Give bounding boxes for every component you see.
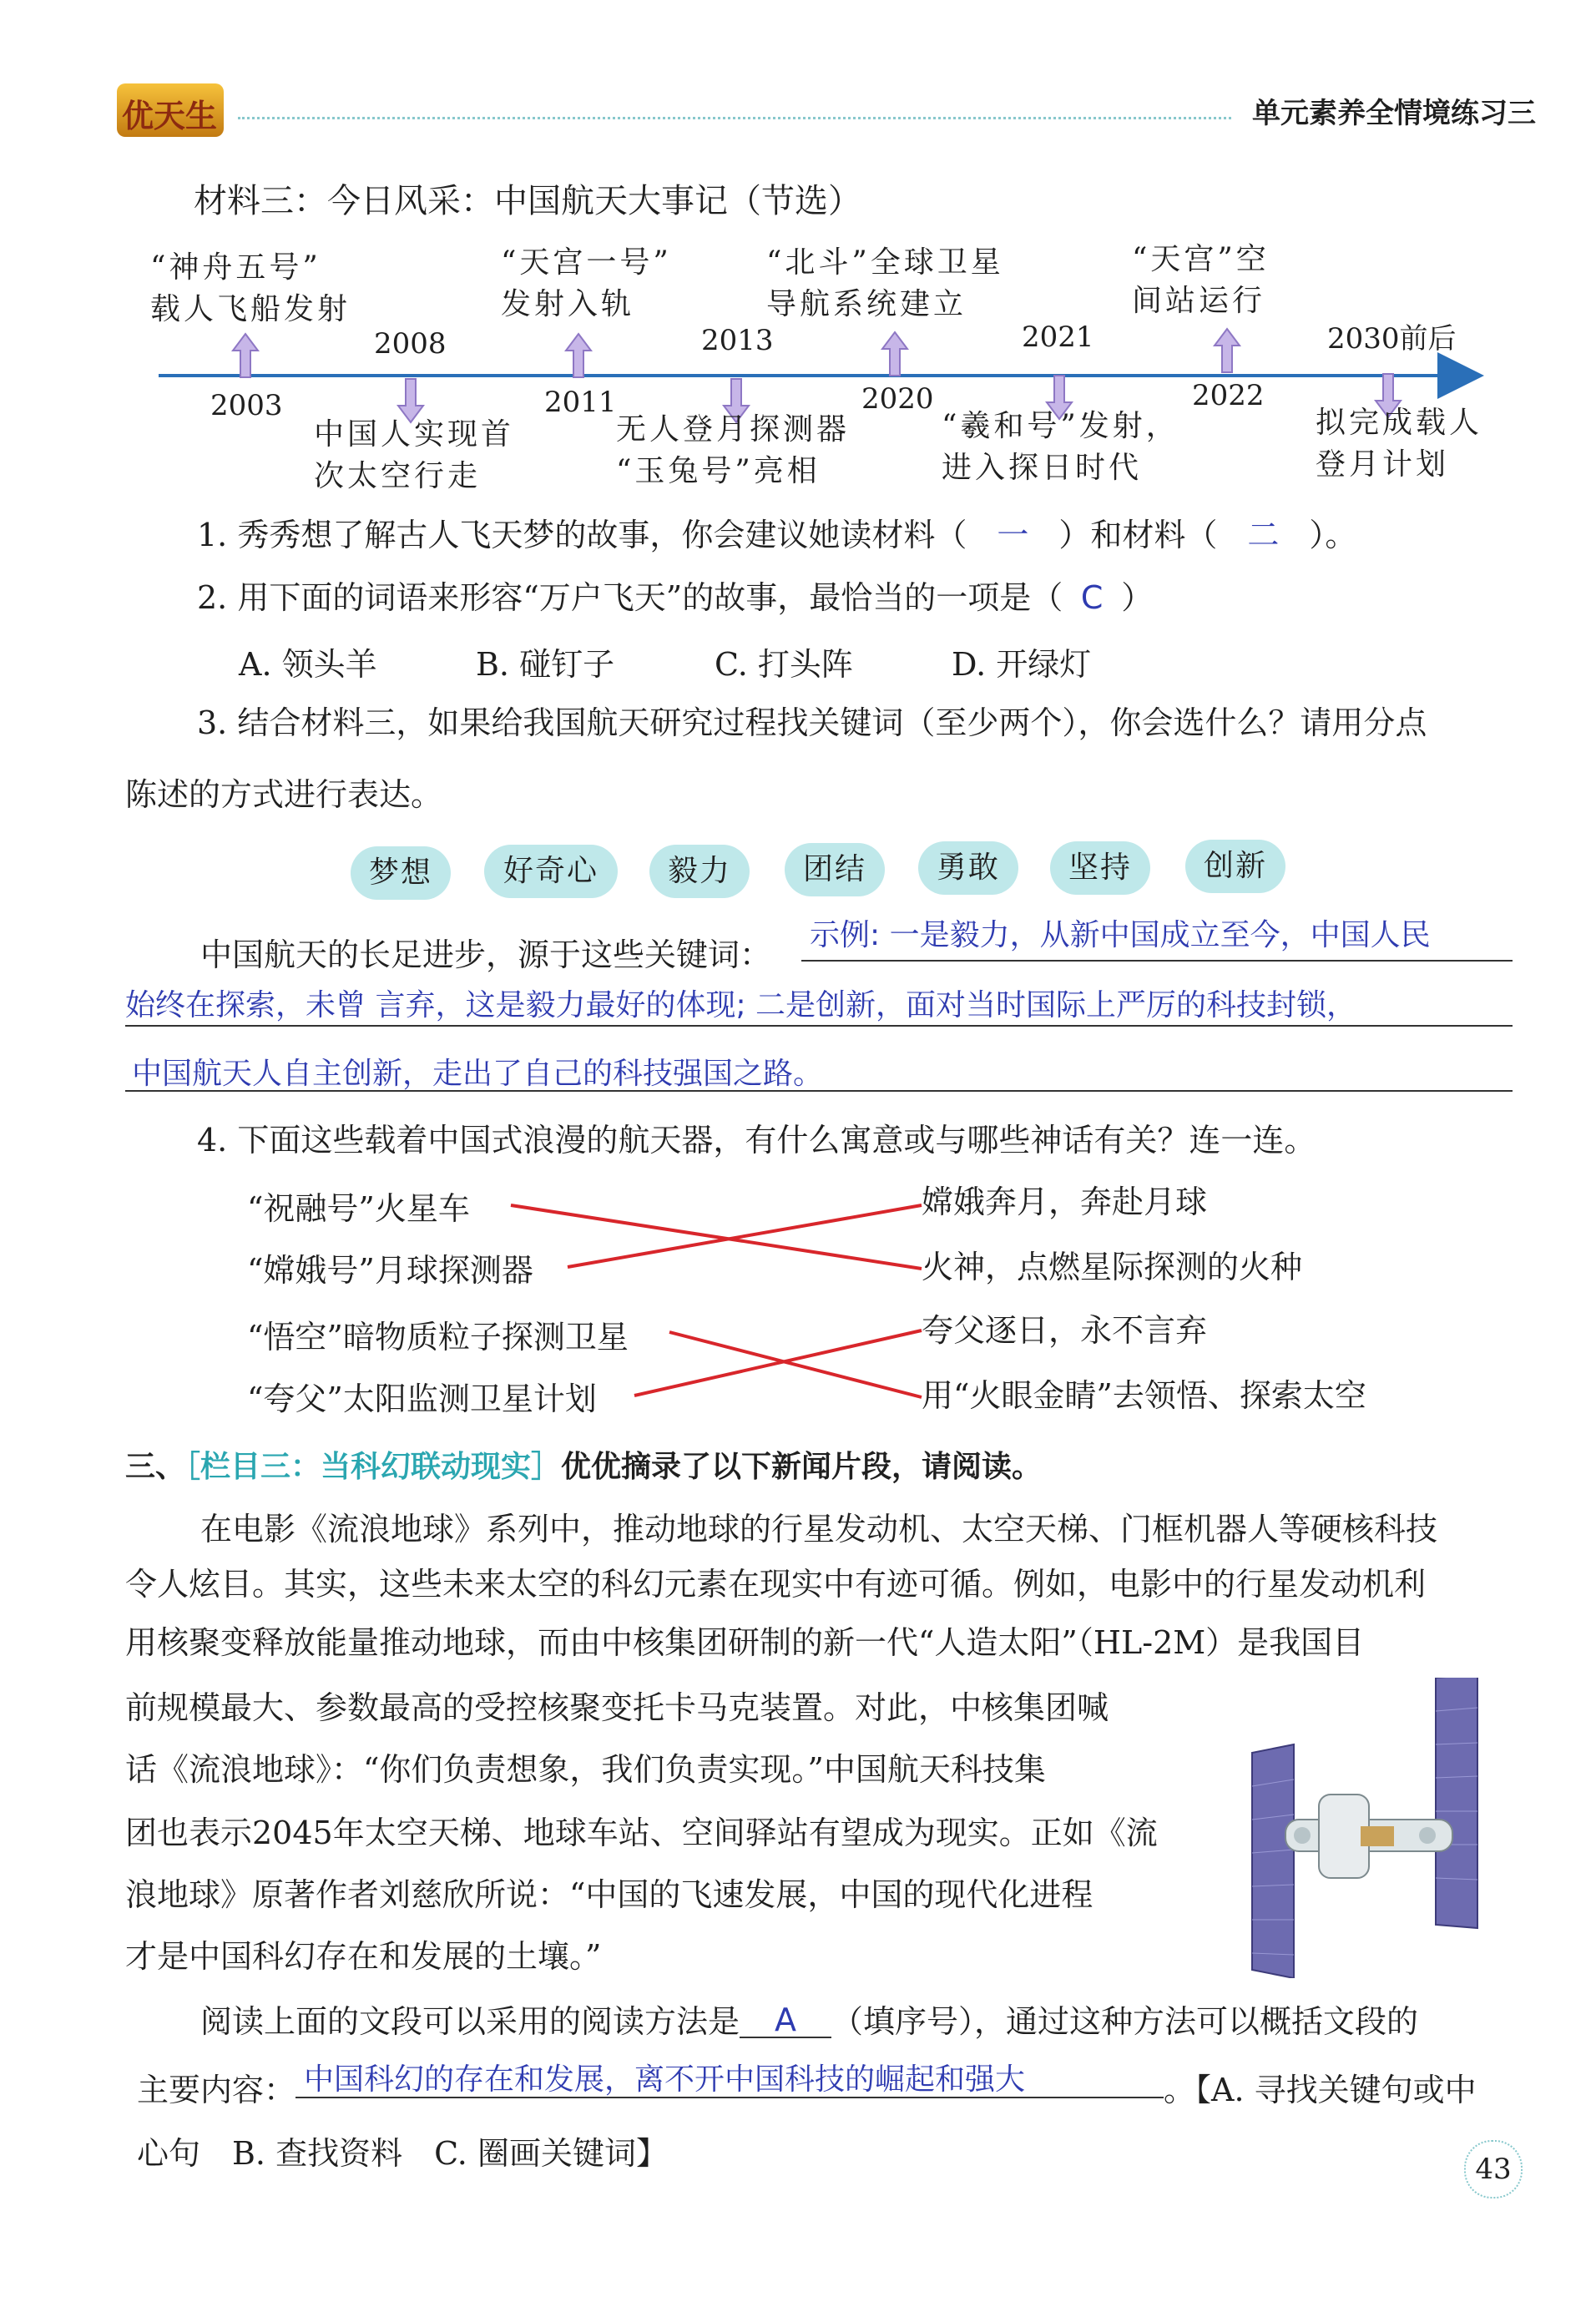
match-left-item: “嫦娥号”月球探测器 <box>247 1252 533 1289</box>
timeline-event-above: “北斗”全球卫星 导航系统建立 <box>766 245 1004 321</box>
paragraph-line: 令人炫目。其实，这些未来太空的科幻元素在现实中有迹可循。例如，电影中的行星发动机利 <box>125 1566 1427 1603</box>
match-right-item: 火神，点燃星际探测的火种 <box>922 1249 1303 1285</box>
section-3-column: ［栏目三：当科幻联动现实］ <box>185 1450 562 1484</box>
timeline-event-above: “天宫”空 间站运行 <box>1132 242 1270 318</box>
keyword-chip: 团结 <box>785 843 885 896</box>
timeline-event-below: 无人登月探测器 “玉兔号”亮相 <box>616 412 851 488</box>
paragraph-line: 在电影《流浪地球》系列中，推动地球的行星发动机、太空天梯、门框机器人等硬核科技 <box>200 1511 1438 1547</box>
keyword-chip: 好奇心 <box>484 845 618 898</box>
paragraph-line: 话《流浪地球》：“你们负责想象，我们负责实现。”中国航天科技集 <box>125 1751 1046 1788</box>
space-station-image <box>1235 1678 1503 1978</box>
timeline-event-above: “神舟五号” 载人飞船发射 <box>150 250 351 326</box>
answer-q3-line2: 始终在探索，未曾 言弃，这是毅力最好的体现; 二是创新，面对当时国际上严厉的科技封锁， <box>125 988 1357 1022</box>
question-2: 2. 用下面的词语来形容“万户飞天”的故事，最恰当的一项是（ C ） <box>197 576 1153 619</box>
section-3-question-line2: 主要内容： 中国科幻的存在和发展，离不开中国科技的崛起和强大 。【A. 寻找关键句或中 <box>137 2062 1477 2108</box>
timeline-event-below: “羲和号”发射， 进入探日时代 <box>942 409 1179 485</box>
timeline-year: 2011 <box>544 386 617 419</box>
answer-q3-line3: 中国航天人自主创新，走出了自己的科技强国之路。 <box>132 1057 824 1091</box>
match-line <box>669 1332 922 1397</box>
match-left-item: “夸父”太阳监测卫星计划 <box>247 1381 597 1417</box>
keyword-chip: 坚持 <box>1050 841 1150 895</box>
section-3-question-line1: 阅读上面的文段可以采用的阅读方法是 A （填序号），通过这种方法可以概括文段的 <box>200 2002 1419 2040</box>
timeline-year: 2008 <box>374 327 447 361</box>
match-line <box>568 1205 922 1267</box>
answer-q3-line1: 示例: 一是毅力，从新中国成立至今，中国人民 <box>810 918 1431 952</box>
question-3-prompt: 中国航天的长足进步，源于这些关键词： <box>200 936 772 973</box>
timeline-year: 2020 <box>861 382 934 416</box>
answer-method: A <box>740 2003 831 2038</box>
paragraph-line: 浪地球》原著作者刘慈欣所说：“中国的飞速发展，中国的现代化进程 <box>125 1876 1093 1913</box>
paragraph-line: 用核聚变释放能量推动地球，而由中核集团研制的新一代“人造太阳”（HL-2M）是我国目 <box>125 1624 1365 1661</box>
question-3-line1: 3. 结合材料三，如果给我国航天研究过程找关键词（至少两个），你会选什么？请用分点 <box>197 704 1427 741</box>
match-right-item: 嫦娥奔月，奔赴月球 <box>922 1184 1208 1220</box>
section-3-header: 三、［栏目三：当科幻联动现实］优优摘录了以下新闻片段，请阅读。 <box>125 1450 1043 1484</box>
answer-main-content: 中国科幻的存在和发展，离不开中国科技的崛起和强大 <box>295 2063 1164 2098</box>
option-c: C. 打头阵 <box>715 646 853 683</box>
material-heading: 材料三：今日风采：中国航天大事记（节选） <box>194 182 861 220</box>
answer-q1-a: 一 <box>997 517 1029 553</box>
question-1: 1. 秀秀想了解古人飞天梦的故事，你会建议她读材料（ 一 ）和材料（ 二 ）。 <box>197 513 1356 557</box>
timeline-year: 2021 <box>1022 321 1094 354</box>
section-3-question-line3: 心句 B. 查找资料 C. 圈画关键词】 <box>137 2135 668 2172</box>
match-right-item: 夸父逐日，永不言弃 <box>922 1312 1208 1349</box>
option-d: D. 开绿灯 <box>952 646 1092 683</box>
keyword-chip: 梦想 <box>351 846 451 900</box>
page-number: 43 <box>1464 2140 1523 2198</box>
header-logo-text: 优天生 <box>122 98 218 134</box>
header-section-title: 单元素养全情境练习三 <box>1252 97 1536 130</box>
answer-q2: C <box>1080 579 1104 616</box>
paragraph-line: 前规模最大、参数最高的受控核聚变托卡马克装置。对此，中核集团喊 <box>125 1689 1109 1726</box>
timeline-year: 2022 <box>1192 379 1265 412</box>
timeline-event-below: 中国人实现首 次太空行走 <box>314 417 515 493</box>
question-3-line2: 陈述的方式进行表达。 <box>125 776 443 813</box>
match-right-item: 用“火眼金睛”去领悟、探索太空 <box>922 1377 1366 1414</box>
paragraph-line: 团也表示2045年太空天梯、地球车站、空间驿站有望成为现实。正如《流 <box>125 1815 1158 1851</box>
timeline-event-below: 拟完成载人 登月计划 <box>1316 406 1483 482</box>
answer-q1-b: 二 <box>1247 517 1280 553</box>
timeline-year: 2003 <box>210 389 283 422</box>
timeline-event-above: “天宫一号” 发射入轨 <box>501 245 672 321</box>
option-a: A. 领头羊 <box>239 646 377 683</box>
timeline-year: 2030前后 <box>1327 322 1457 356</box>
match-left-item: “祝融号”火星车 <box>247 1190 470 1227</box>
match-left-item: “悟空”暗物质粒子探测卫星 <box>247 1319 629 1355</box>
timeline-year: 2013 <box>701 324 774 357</box>
keyword-chip: 毅力 <box>649 845 750 898</box>
keyword-chip: 创新 <box>1185 840 1285 893</box>
keyword-chip: 勇敢 <box>918 841 1018 895</box>
question-4: 4. 下面这些载着中国式浪漫的航天器，有什么寓意或与哪些神话有关？连一连。 <box>197 1122 1316 1159</box>
option-b: B. 碰钉子 <box>476 646 615 683</box>
paragraph-line: 才是中国科幻存在和发展的土壤。” <box>125 1938 602 1975</box>
